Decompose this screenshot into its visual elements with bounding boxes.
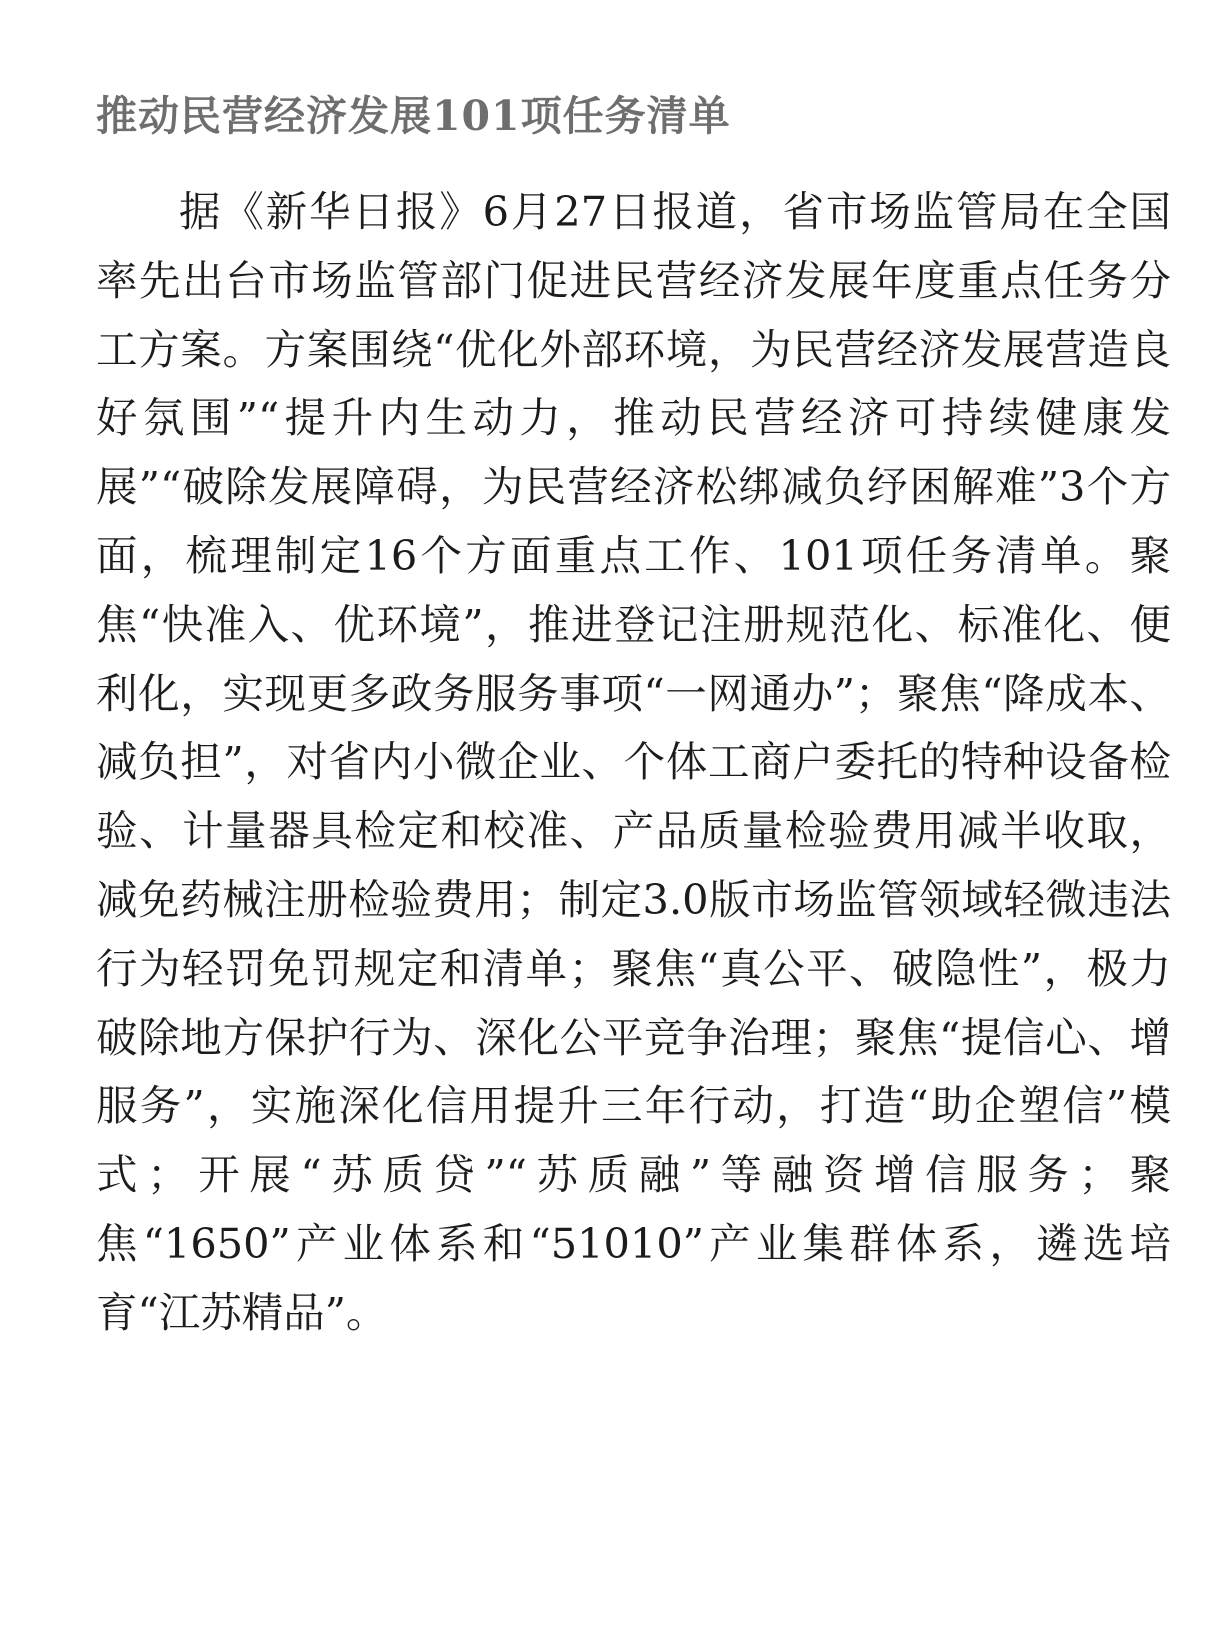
article-title: 推动民营经济发展101项任务清单 [96, 92, 731, 140]
article-body: 据《新华日报》6月27日报道，省市场监管局在全国率先出台市场监管部门促进民营经济发展年度重点任务分工方案。方案围绕“优化外部环境，为民营经济发展营造良好氛围”“提升内生动力，推动民营经济可持续健康发展”“破除发展障碍，为民营经济松绑减负纾困解难”3个方面，梳理制定16个方面重点工作、101项任务清单。聚焦“快准入、优环境”，推进登记注册规范化、标准化、便利化，实现更多政务服务事项“一网通办”；聚焦“降成本、减负担”，对省内小微企业、个体工商户委托的特种设备检验、计量器具检定和校准、产品质量检验费用减半收取，减免药械注册检验费用；制定3.0版市场监管领域轻微违法行为轻罚免罚规定和清单；聚焦“真公平、破隐性”，极力破除地方保护行为、深化公平竞争治理；聚焦“提信心、增服务”，实施深化信用提升三年行动，打造“助企塑信”模式；开展“苏质贷”“苏质融”等融资增信服务；聚焦“1650”产业体系和“51010”产业集群体系，遴选培育“江苏精品”。 [96, 187, 1171, 1337]
